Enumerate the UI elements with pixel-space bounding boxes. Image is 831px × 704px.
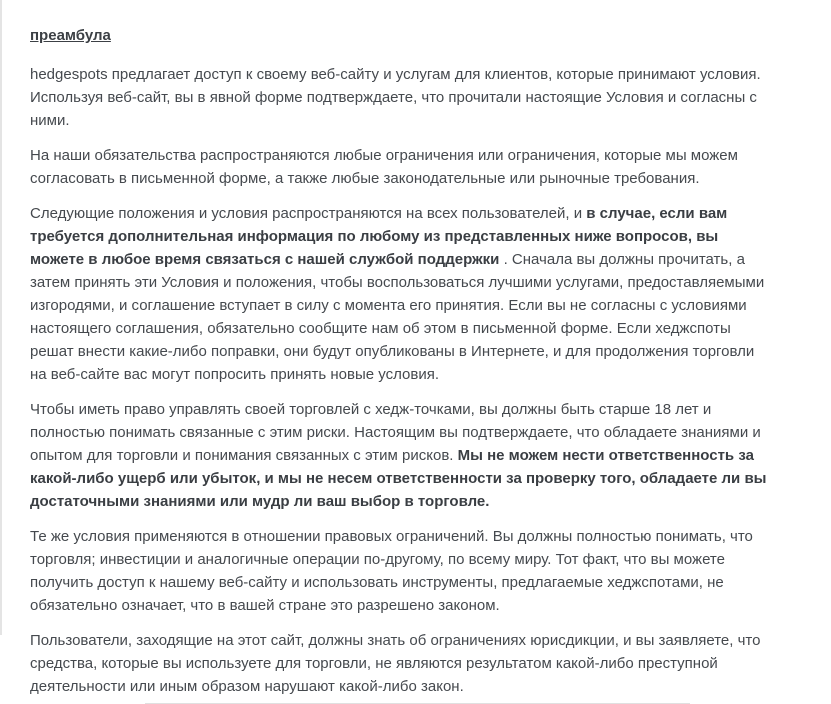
page-title: преамбула — [30, 27, 111, 44]
terms-paragraphs — [30, 63, 801, 698]
paragraph — [30, 144, 772, 190]
text-segment: Пользователи, заходящие на этот сайт, должны знать об ограничениях юрисдикции, и вы заявляете, что средства, которые вы используете для торговли, не являются результатом какой-либо преступной деятельности или иным образом нарушают какой-либо закон. — [30, 632, 761, 695]
text-segment: На наши обязательства распространяются любые ограничения или ограничения, которые мы можем согласовать в письменной форме, а также любые законодательные или рыночные требования. — [30, 147, 738, 187]
paragraph — [30, 629, 772, 698]
bold-text-segment: в случае, если вам требуется дополнительная информация по любому из представленных ниже вопросов, вы можете в любое время связаться с нашей службой поддержки — [30, 205, 728, 268]
paragraph — [30, 525, 772, 617]
text-segment: Те же условия применяются в отношении правовых ограничений. Вы должны полностью понимать, что торговля; инвестиции и аналогичные операции по-другому, по всему миру. Тот факт, что вы можете получить доступ к нашему веб-сайту и использовать инструменты, предлагаемые хеджспотами, не обязательно означает, что в вашей стране это разрешено законом. — [30, 528, 753, 614]
text-segment: hedgespots предлагает доступ к своему веб-сайту и услугам для клиентов, которые принимают условия. Используя веб-сайт, вы в явной форме подтверждаете, что прочитали настоящие Условия и согласны с ними. — [30, 66, 761, 129]
paragraph — [30, 398, 772, 513]
text-segment: Следующие положения и условия распространяются на всех пользователей, и — [30, 205, 587, 222]
text-segment: . Сначала вы должны прочитать, а затем принять эти Условия и положения, чтобы воспользоваться лучшими услугами, предоставляемыми изгородями, и соглашение вступает в силу с момента его принятия. Если вы не согласны с условиями настоящего соглашения, обязательно сообщите нам об этом в письменной форме. Если хеджспоты решат внести какие-либо поправки, они будут опубликованы в Интернете, и для продолжения торговли на веб-сайте вас могут попросить принять новые условия. — [30, 251, 765, 383]
left-border-divider — [0, 0, 2, 635]
paragraph — [30, 202, 772, 386]
text-segment: Чтобы иметь право управлять своей торговлей с хедж-точками, вы должны быть старше 18 лет и полностью понимать связанные с этим риски. Настоящим вы подтверждаете, что обладаете знаниями и опытом для торговли и понимания связанных с этим рисков. — [30, 401, 761, 464]
bold-text-segment: Мы не можем нести ответственность за какой-либо ущерб или убыток, и мы не несем ответственности за проверку того, обладаете ли вы достаточными знаниями или мудр ли ваш выбор в торговле. — [30, 447, 767, 510]
paragraph — [30, 63, 772, 132]
